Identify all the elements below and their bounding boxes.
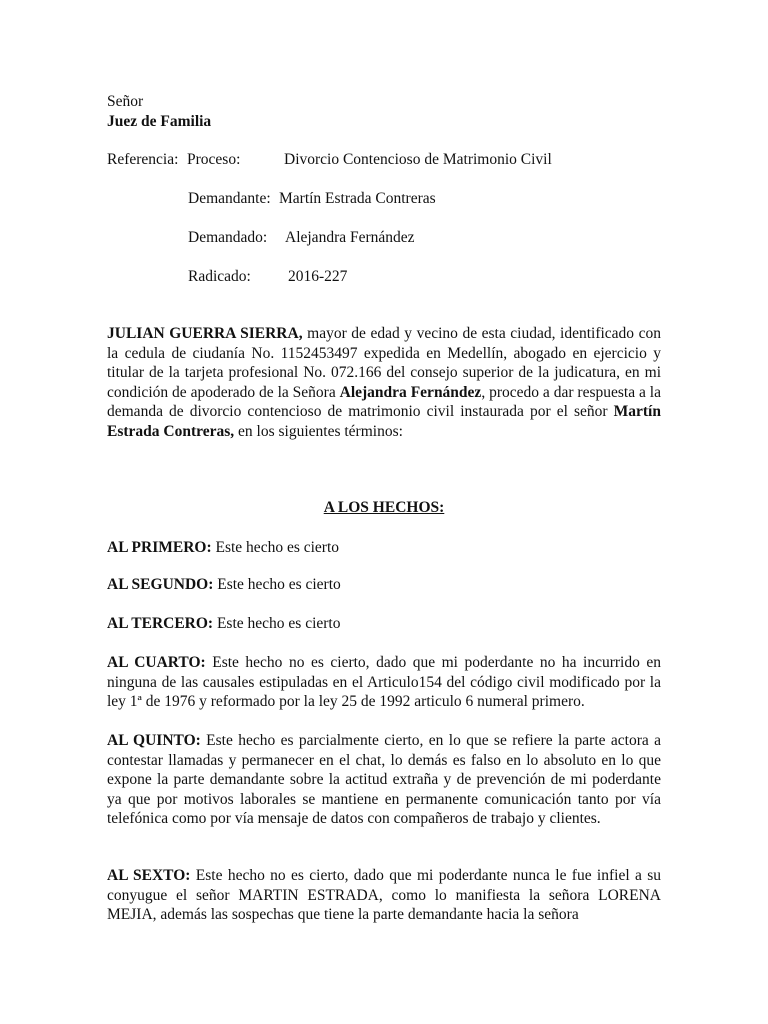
radicado-value: 2016-227 [288,268,348,285]
fact-text: Este hecho es cierto [213,615,341,632]
fact-text: Este hecho no es cierto, dado que mi poderdante no ha incurrido en ninguna de las causales estipuladas en el Articulo154 del código civil modificado por la ley 1ª de 1976 y reformado por la ley 25 de 1992 articulo 6 numeral primero. [107,654,661,710]
fact-quinto [107,731,661,829]
demandado-value: Alejandra Fernández [285,229,415,246]
client-name: Alejandra Fernández [339,383,482,401]
section-heading-text: A LOS HECHOS: [323,499,445,516]
radicado-label: Radicado: [188,268,251,285]
intro-text-1: mayor de edad y vecino de esta ciudad, identificado con la cedula de ciudanía No. 1152453497 expedida en Medellín, abogado en ejercicio y titular de la tarjeta profesional No. 072.166 del consejo superior de la judicatura, en mi condición de apoderado de la Señora [107,325,661,401]
fact-sexto [107,866,661,925]
fact-primero [107,538,661,558]
fact-label: AL PRIMERO: [107,539,212,556]
fact-label: AL CUARTO: [107,654,206,671]
addressee-title: Juez de Familia [107,113,212,130]
fact-label: AL SEXTO: [107,867,191,884]
plaintiff-name: Martín Estrada Contreras, [107,403,661,440]
section-heading [0,498,768,517]
demandante-value: Martín Estrada Contreras [279,190,436,207]
fact-text: Este hecho no es cierto, dado que mi poderdante nunca le fue infiel a su conyugue el señor MARTIN ESTRADA, como lo manifiesta la señora LORENA MEJIA, además las sospechas que tiene la parte demandante hacia la señora [107,867,661,923]
intro-text-2: , procedo a dar respuesta a la demanda de divorcio contencioso de matrimonio civil instaurada por el señor [107,383,661,420]
fact-cuarto [107,653,661,712]
demandante-label: Demandante: [188,190,271,207]
fact-label: AL TERCERO: [107,615,214,632]
fact-segundo [107,575,661,595]
fact-text: Este hecho es cierto [213,576,341,593]
salutation-line: Señor [107,93,144,110]
proceso-value: Divorcio Contencioso de Matrimonio Civil [284,151,552,168]
reference-label: Referencia: [107,151,179,168]
demandado-label: Demandado: [188,229,268,246]
fact-label: AL QUINTO: [107,732,201,749]
intro-paragraph [107,324,661,441]
intro-text-3: en los siguientes términos: [234,422,403,440]
fact-label: AL SEGUNDO: [107,576,214,593]
fact-text: Este hecho es cierto [211,539,340,556]
fact-tercero [107,614,661,634]
fact-text: Este hecho es parcialmente cierto, en lo que se refiere la parte actora a contestar llamadas y permanecer en el chat, lo demás es falso en lo absoluto en lo que expone la parte demandante sobre la actitud extraña y de prevención de mi poderdante ya que por motivos laborales se mantiene en permanente comunicación tanto por vía telefónica como por vía mensaje de datos con compañeros de trabajo y clientes. [107,732,661,827]
proceso-label: Proceso: [187,151,241,168]
attorney-name: JULIAN GUERRA SIERRA, [107,325,303,342]
